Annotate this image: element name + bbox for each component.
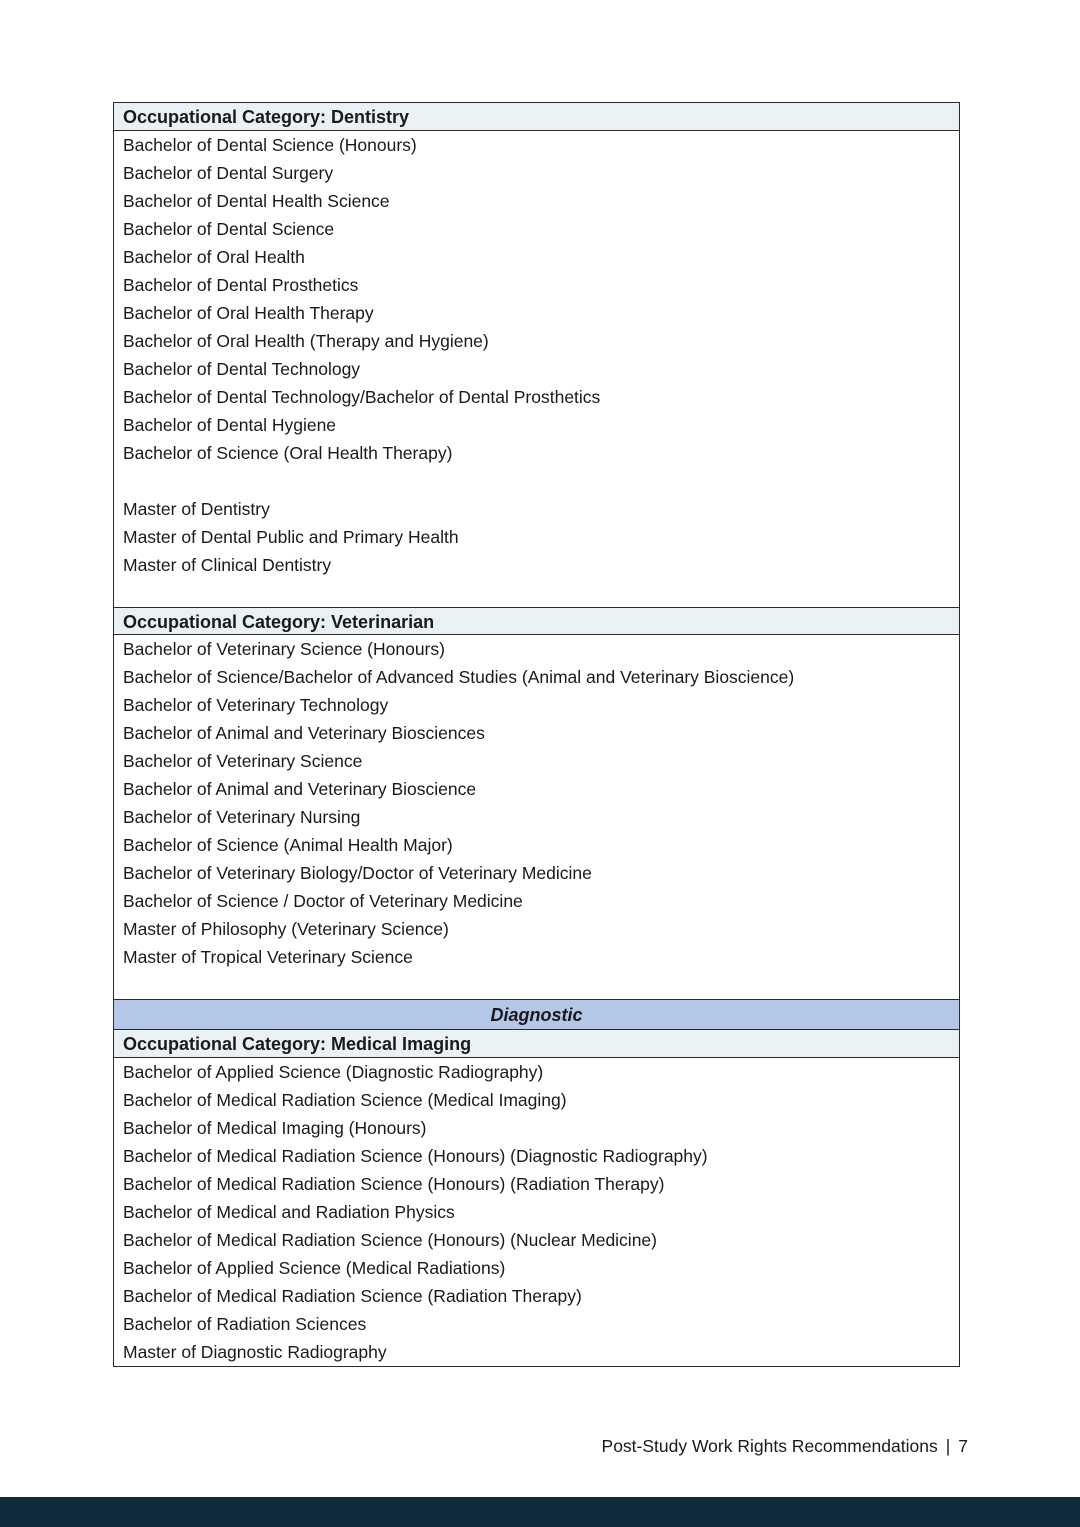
list-item: Bachelor of Science (Animal Health Major) (123, 835, 453, 855)
list-item: Bachelor of Radiation Sciences (123, 1314, 367, 1334)
list-item: Bachelor of Oral Health Therapy (123, 303, 374, 323)
blank-row (114, 971, 959, 999)
list-item: Bachelor of Science / Doctor of Veterinary Medicine (123, 891, 523, 911)
footer-title: Post-Study Work Rights Recommendations (601, 1436, 938, 1456)
dentistry-master-list (114, 495, 959, 579)
list-item: Bachelor of Medical Radiation Science (Honours) (Radiation Therapy) (123, 1174, 665, 1194)
list-item: Bachelor of Oral Health (Therapy and Hygiene) (123, 331, 489, 351)
list-item: Master of Diagnostic Radiography (123, 1342, 387, 1362)
dentistry-category-header: Occupational Category: Dentistry (114, 103, 959, 131)
list-item: Bachelor of Veterinary Science (Honours) (123, 639, 445, 659)
list-item: Master of Philosophy (Veterinary Science) (123, 919, 449, 939)
list-item: Bachelor of Medical Radiation Science (Honours) (Diagnostic Radiography) (123, 1146, 708, 1166)
list-item: Master of Dental Public and Primary Health (123, 527, 459, 547)
list-item: Bachelor of Dental Health Science (123, 191, 390, 211)
list-item: Bachelor of Veterinary Science (123, 751, 363, 771)
list-item: Bachelor of Veterinary Nursing (123, 807, 361, 827)
blank-row (114, 579, 959, 607)
footer-separator: | (945, 1436, 951, 1456)
veterinarian-category-header: Occupational Category: Veterinarian (114, 607, 959, 635)
list-item: Bachelor of Animal and Veterinary Biosciences (123, 723, 485, 743)
veterinarian-list (114, 635, 959, 971)
list-item: Bachelor of Veterinary Biology/Doctor of Veterinary Medicine (123, 863, 592, 883)
page-footer (602, 1436, 968, 1457)
list-item: Bachelor of Veterinary Technology (123, 695, 389, 715)
list-item: Bachelor of Animal and Veterinary Bioscience (123, 779, 477, 799)
blank-row (114, 467, 959, 495)
list-item: Bachelor of Dental Science (123, 219, 335, 239)
medical-imaging-category-header: Occupational Category: Medical Imaging (114, 1030, 959, 1058)
list-item: Bachelor of Medical Radiation Science (Radiation Therapy) (123, 1286, 582, 1306)
list-item: Bachelor of Applied Science (Diagnostic Radiography) (123, 1062, 544, 1082)
qualifications-table (113, 102, 960, 1367)
list-item: Bachelor of Oral Health (123, 247, 305, 267)
list-item: Bachelor of Applied Science (Medical Radiations) (123, 1258, 506, 1278)
list-item: Bachelor of Dental Technology (123, 359, 361, 379)
list-item: Bachelor of Science (Oral Health Therapy) (123, 443, 453, 463)
page-number: 7 (958, 1436, 968, 1456)
list-item: Bachelor of Medical Radiation Science (Medical Imaging) (123, 1090, 567, 1110)
dentistry-bachelor-list (114, 131, 959, 467)
list-item: Master of Clinical Dentistry (123, 555, 332, 575)
list-item: Bachelor of Dental Science (Honours) (123, 135, 417, 155)
list-item: Bachelor of Medical and Radiation Physics (123, 1202, 455, 1222)
list-item: Bachelor of Science/Bachelor of Advanced Studies (Animal and Veterinary Bioscience) (123, 667, 795, 687)
list-item: Bachelor of Medical Radiation Science (Honours) (Nuclear Medicine) (123, 1230, 657, 1250)
list-item: Bachelor of Medical Imaging (Honours) (123, 1118, 427, 1138)
list-item: Bachelor of Dental Technology/Bachelor of Dental Prosthetics (123, 387, 601, 407)
list-item: Master of Tropical Veterinary Science (123, 947, 413, 967)
medical-imaging-list (114, 1058, 959, 1366)
list-item: Bachelor of Dental Hygiene (123, 415, 337, 435)
diagnostic-section-header: Diagnostic (114, 999, 959, 1030)
list-item: Bachelor of Dental Surgery (123, 163, 334, 183)
list-item: Bachelor of Dental Prosthetics (123, 275, 359, 295)
footer-bar (0, 1497, 1080, 1527)
list-item: Master of Dentistry (123, 499, 270, 519)
